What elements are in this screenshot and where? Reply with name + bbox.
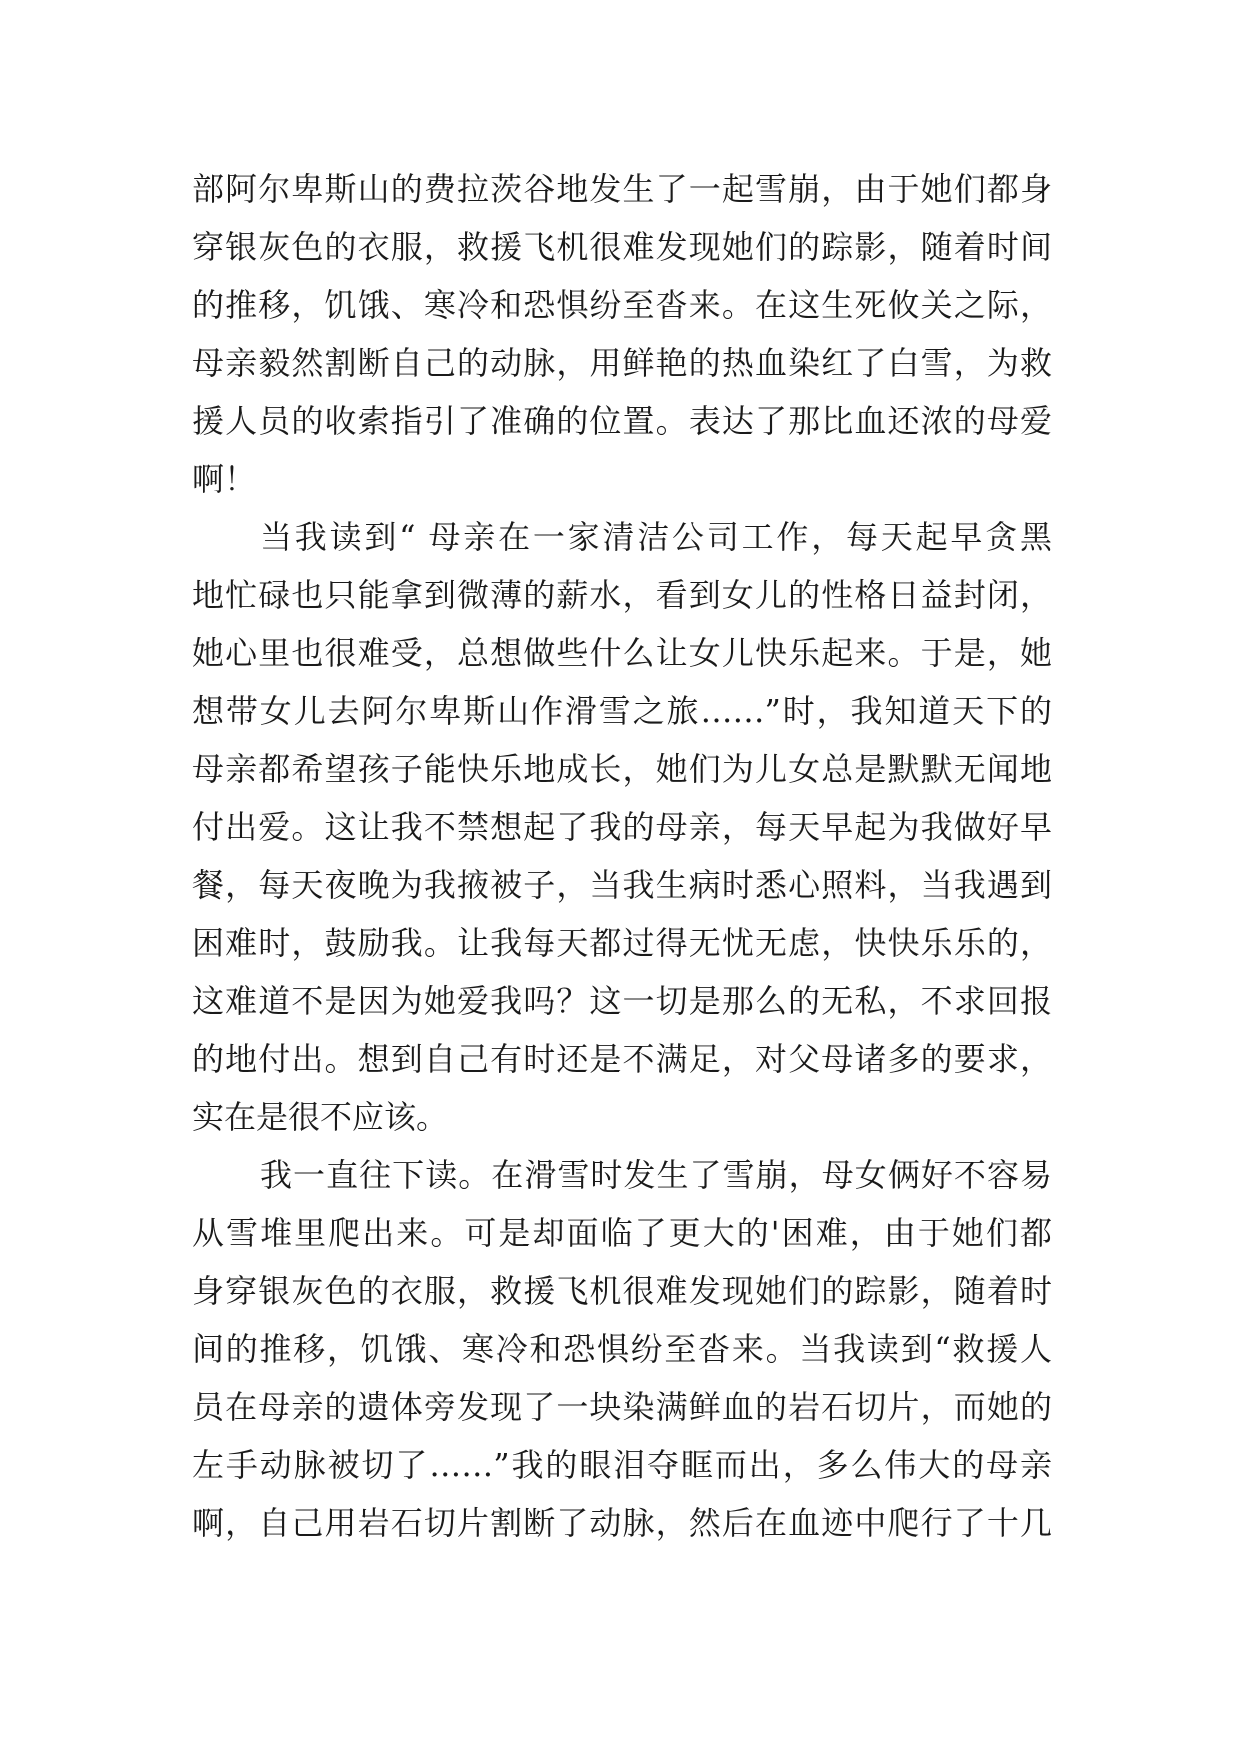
text-line: 穿银灰色的衣服，救援飞机很难发现她们的踪影，随着时间 bbox=[192, 228, 1052, 266]
text-line: 从雪堆里爬出来。可是却面临了更大的'困难，由于她们都 bbox=[192, 1214, 1052, 1252]
text-line: 援人员的收索指引了准确的位置。表达了那比血还浓的母爱 bbox=[192, 402, 1052, 440]
text-line: 付出爱。这让我不禁想起了我的母亲，每天早起为我做好早 bbox=[192, 808, 1052, 846]
text-line: 母亲都希望孩子能快乐地成长，她们为儿女总是默默无闻地 bbox=[192, 750, 1052, 788]
text-line: 实在是很不应该。 bbox=[192, 1098, 449, 1136]
text-line: 她心里也很难受，总想做些什么让女儿快乐起来。于是，她 bbox=[192, 634, 1052, 672]
document-page bbox=[192, 160, 1052, 1552]
text-line: 啊，自己用岩石切片割断了动脉，然后在血迹中爬行了十几 bbox=[192, 1504, 1052, 1542]
text-line: 地忙碌也只能拿到微薄的薪水，看到女儿的性格日益封闭， bbox=[192, 576, 1052, 614]
text-line: 间的推移，饥饿、寒冷和恐惧纷至沓来。当我读到“救援人 bbox=[192, 1330, 1052, 1368]
text-line: 左手动脉被切了……”我的眼泪夺眶而出，多么伟大的母亲 bbox=[192, 1446, 1052, 1484]
text-line: 这难道不是因为她爱我吗？这一切是那么的无私，不求回报 bbox=[192, 982, 1052, 1020]
text-line: 员在母亲的遗体旁发现了一块染满鲜血的岩石切片，而她的 bbox=[192, 1388, 1052, 1426]
text-line: 啊！ bbox=[192, 460, 257, 498]
text-line: 部阿尔卑斯山的费拉茨谷地发生了一起雪崩，由于她们都身 bbox=[192, 170, 1052, 208]
text-line: 当我读到“ 母亲在一家清洁公司工作，每天起早贪黑 bbox=[260, 518, 1052, 556]
text-line: 身穿银灰色的衣服，救援飞机很难发现她们的踪影，随着时 bbox=[192, 1272, 1052, 1310]
text-line: 母亲毅然割断自己的动脉，用鲜艳的热血染红了白雪，为救 bbox=[192, 344, 1052, 382]
text-line: 餐，每天夜晚为我掖被子，当我生病时悉心照料，当我遇到 bbox=[192, 866, 1052, 904]
text-line: 我一直往下读。在滑雪时发生了雪崩，母女俩好不容易 bbox=[260, 1156, 1052, 1194]
text-line: 的地付出。想到自己有时还是不满足，对父母诸多的要求， bbox=[192, 1040, 1052, 1078]
text-line: 困难时，鼓励我。让我每天都过得无忧无虑，快快乐乐的， bbox=[192, 924, 1052, 962]
text-line: 的推移，饥饿、寒冷和恐惧纷至沓来。在这生死攸关之际， bbox=[192, 286, 1052, 324]
text-line: 想带女儿去阿尔卑斯山作滑雪之旅……”时，我知道天下的 bbox=[192, 692, 1052, 730]
